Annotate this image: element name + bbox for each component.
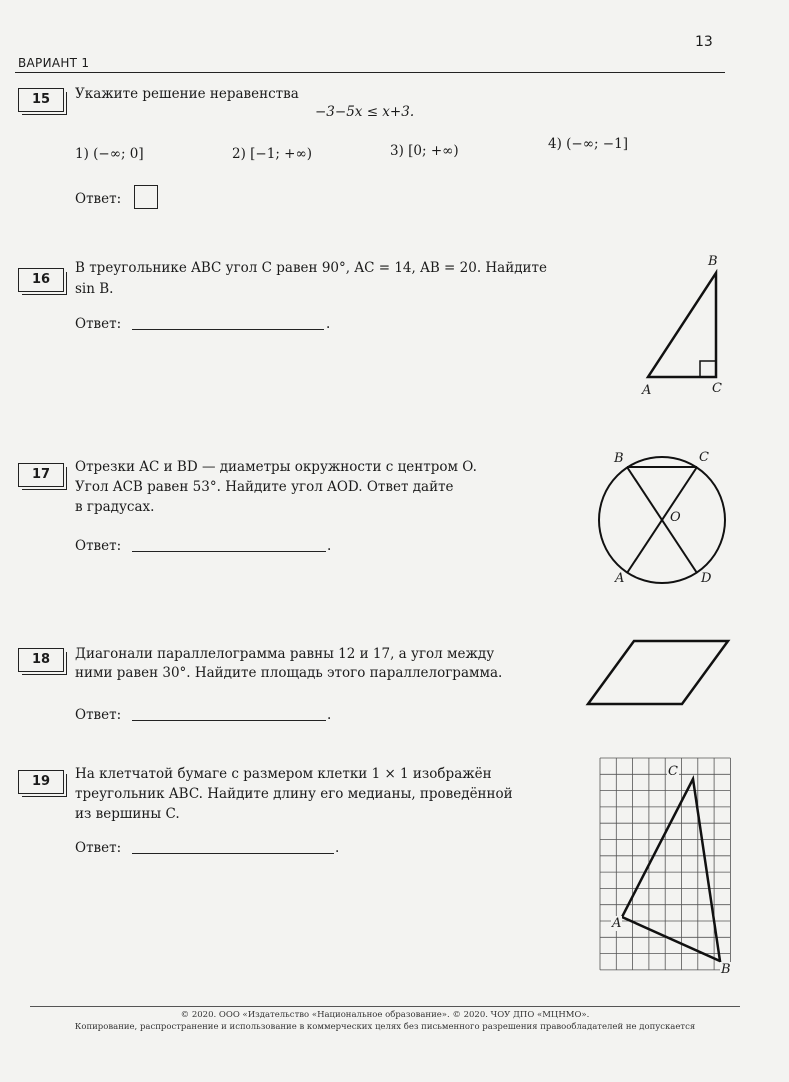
variant-heading: ВАРИАНТ 1 xyxy=(18,56,90,70)
task-17-answer-period: . xyxy=(327,538,332,554)
task-19-answer-label: Ответ: xyxy=(75,840,122,856)
task-16-text-line1: В треугольнике ABC угол C равен 90°, AC = 14, AB = 20. Найдите xyxy=(75,260,547,276)
task-15-answer-label: Ответ: xyxy=(75,191,122,207)
task-number-16: 16 xyxy=(18,268,64,292)
task-17-label-c: C xyxy=(699,450,709,465)
task-18-text-line2: ними равен 30°. Найдите площадь этого параллелограмма. xyxy=(75,665,503,681)
task-16-label-c: C xyxy=(712,381,722,396)
task-17-text-line3: в градусах. xyxy=(75,499,155,515)
task-15-option-4[interactable]: 4) (−∞; −1] xyxy=(548,136,628,152)
task-16-label-a: A xyxy=(642,383,652,398)
page-number: 13 xyxy=(695,34,713,50)
task-16-answer-field[interactable] xyxy=(132,329,324,330)
triangle-abc xyxy=(622,779,720,961)
task-17-circle-figure xyxy=(590,450,740,595)
task-15-inequality: −3−5x ≤ x+3. xyxy=(315,104,415,120)
task-19-text-line1: На клетчатой бумаге с размером клетки 1 × 1 изображён xyxy=(75,766,492,782)
task-17-text-line2: Угол ACB равен 53°. Найдите угол AOD. Ответ дайте xyxy=(75,479,454,495)
header-rule xyxy=(15,72,725,73)
task-number-18: 18 xyxy=(18,648,64,672)
task-19-answer-field[interactable] xyxy=(132,853,334,854)
task-18-parallelogram-figure xyxy=(580,630,740,715)
task-18-answer-field[interactable] xyxy=(132,720,326,721)
right-angle-mark xyxy=(700,361,716,377)
task-number-15: 15 xyxy=(18,88,64,112)
task-17-label-b: B xyxy=(614,451,624,466)
task-15-option-1[interactable]: 1) (−∞; 0] xyxy=(75,146,144,162)
task-19-label-c: C xyxy=(668,764,678,779)
parallelogram xyxy=(588,641,728,704)
task-17-answer-label: Ответ: xyxy=(75,538,122,554)
task-17-label-a: A xyxy=(615,571,625,586)
task-16-text-line2: sin B. xyxy=(75,281,114,297)
task-number-17: 17 xyxy=(18,463,64,487)
task-17-label-d: D xyxy=(701,571,712,586)
task-17-label-o: O xyxy=(670,510,681,525)
task-18-answer-label: Ответ: xyxy=(75,707,122,723)
task-16-triangle-figure xyxy=(630,250,740,400)
task-18-answer-period: . xyxy=(327,707,332,723)
footer-copyright: © 2020. ООО «Издательство «Национальное образование». © 2020. ЧОУ ДПО «МЦНМО». xyxy=(180,1010,590,1020)
square-grid xyxy=(600,758,730,970)
task-17-text-line1: Отрезки AC и BD — диаметры окружности с центром O. xyxy=(75,459,477,475)
task-19-text-line3: из вершины C. xyxy=(75,806,180,822)
task-19-grid-figure xyxy=(598,756,738,986)
task-16-label-b: B xyxy=(708,254,718,269)
task-18-text-line1: Диагонали параллелограмма равны 12 и 17, а угол между xyxy=(75,646,495,662)
task-16-answer-label: Ответ: xyxy=(75,316,122,332)
task-15-option-3[interactable]: 3) [0; +∞) xyxy=(390,143,459,159)
task-19-answer-period: . xyxy=(335,840,340,856)
task-17-answer-field[interactable] xyxy=(132,551,326,552)
task-16-answer-period: . xyxy=(326,316,331,332)
task-19-label-b: B xyxy=(721,962,731,977)
task-19-text-line2: треугольник ABC. Найдите длину его медианы, проведённой xyxy=(75,786,513,802)
task-number-19: 19 xyxy=(18,770,64,794)
task-15-answer-box[interactable] xyxy=(134,185,158,209)
footer-notice: Копирование, распространение и использование в коммерческих целях без письменного разрешения правообладателей не допускается xyxy=(74,1022,696,1032)
task-15-text: Укажите решение неравенства xyxy=(75,86,299,102)
footer-rule xyxy=(30,1006,740,1007)
task-19-label-a: A xyxy=(612,916,622,931)
task-15-option-2[interactable]: 2) [−1; +∞) xyxy=(232,146,312,162)
